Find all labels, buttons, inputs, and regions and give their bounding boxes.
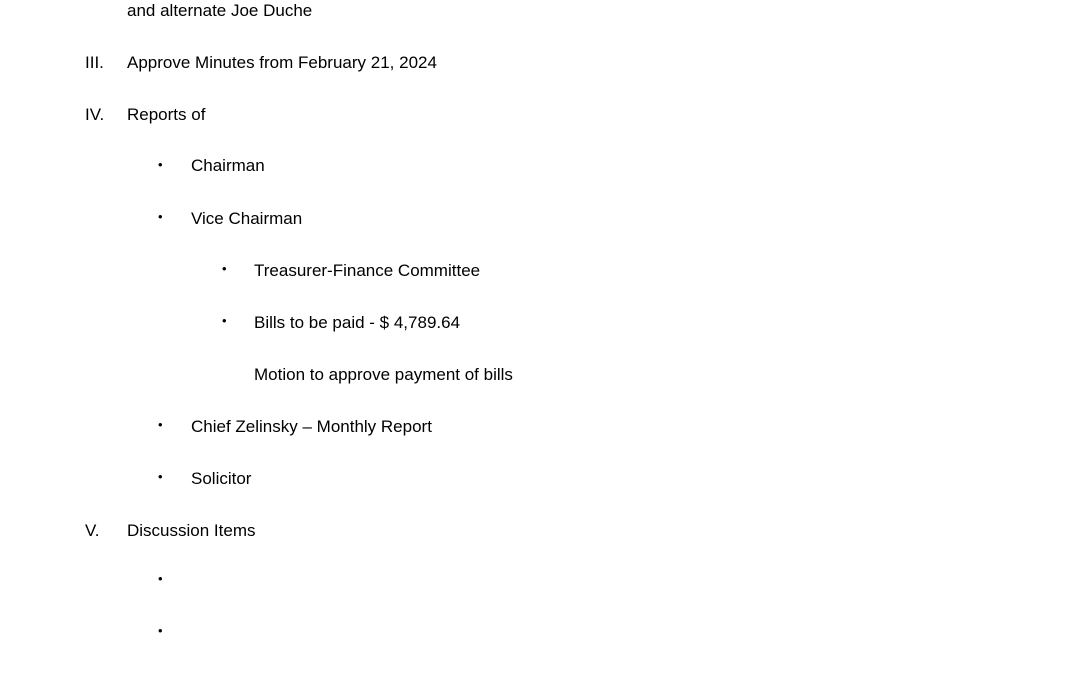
report-bills: Bills to be paid - $ 4,789.64 (254, 313, 461, 332)
report-vice-chairman: Vice Chairman (191, 209, 303, 228)
bullet-icon: • (158, 209, 163, 224)
bullet-icon: • (222, 261, 227, 276)
report-treasurer: Treasurer-Finance Committee (254, 261, 481, 280)
bullet-icon: • (158, 157, 163, 172)
bullet-icon: • (158, 571, 163, 586)
report-chief: Chief Zelinsky – Monthly Report (191, 417, 432, 436)
item-v-numeral: V. (85, 521, 100, 540)
item-iv-text: Reports of (127, 105, 206, 124)
bullet-icon: • (222, 313, 227, 328)
item-iii-numeral: III. (85, 53, 104, 72)
bullet-icon: • (158, 623, 163, 638)
motion-text: Motion to approve payment of bills (254, 365, 513, 384)
item-iv-numeral: IV. (85, 105, 105, 124)
item-iii-text: Approve Minutes from February 21, 2024 (127, 53, 437, 72)
item-v-text: Discussion Items (127, 521, 256, 540)
bullet-icon: • (158, 469, 163, 484)
report-chairman: Chairman (191, 156, 265, 175)
bullet-icon: • (158, 417, 163, 432)
continuation-text: and alternate Joe Duche (127, 1, 313, 20)
report-solicitor: Solicitor (191, 469, 252, 488)
